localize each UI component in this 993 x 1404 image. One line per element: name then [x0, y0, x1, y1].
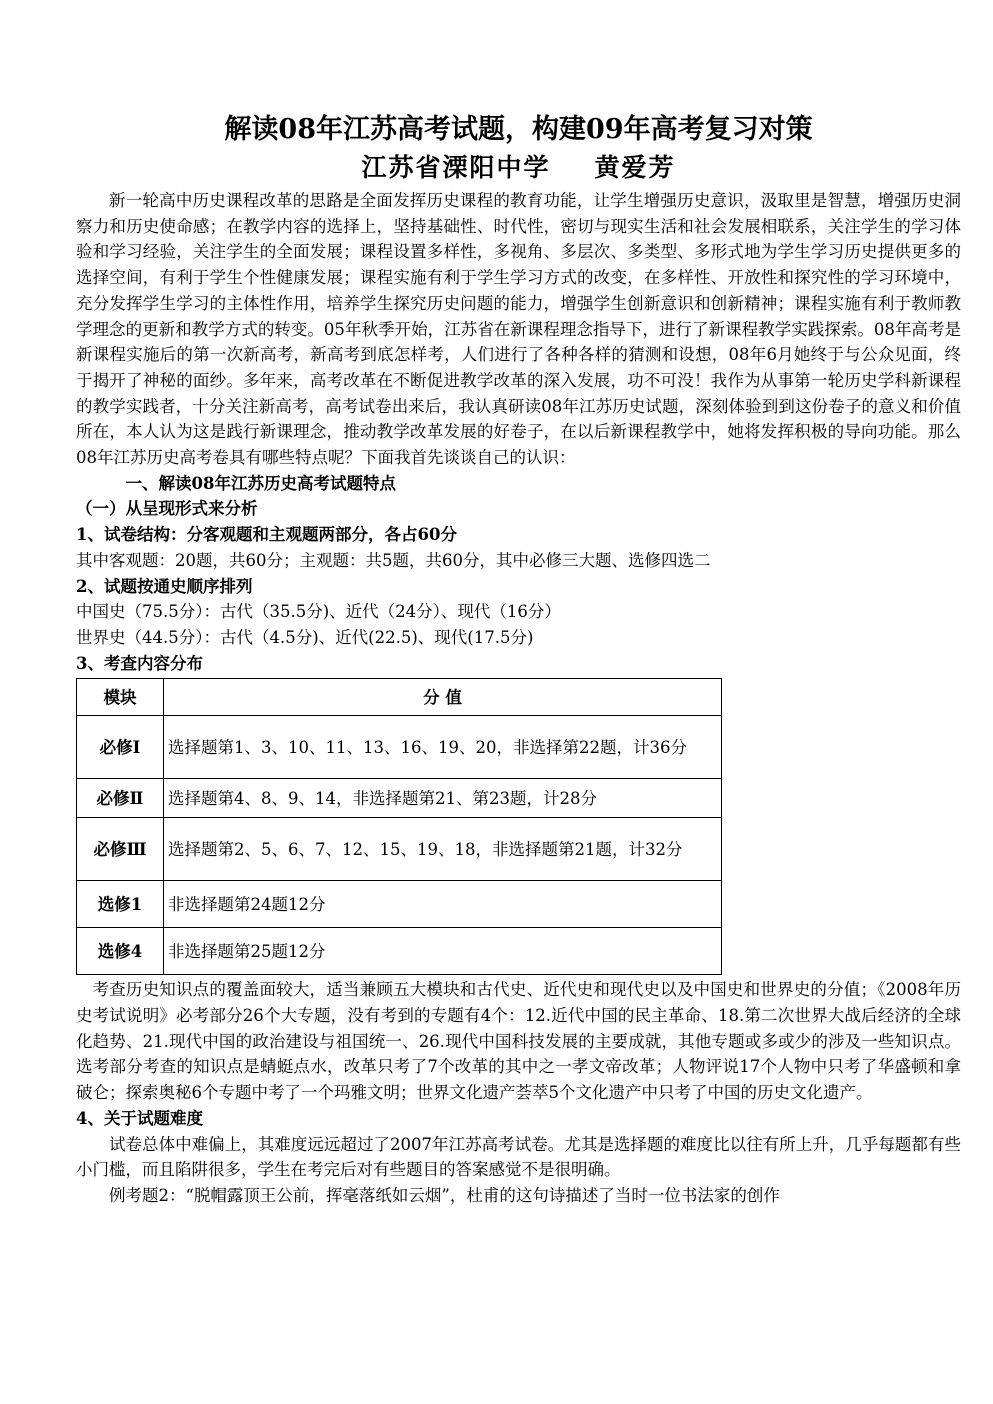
- author-line: [76, 150, 961, 186]
- table-row: [77, 716, 722, 779]
- subsection-heading-1: （一）从呈现形式来分析: [76, 499, 258, 519]
- table-header-module: 模块: [77, 679, 164, 716]
- section-heading-1: 一、解读08年江苏历史高考试题特点: [125, 473, 396, 493]
- item3-heading: 3、考查内容分布: [76, 653, 203, 673]
- item4-text: 试卷总体中难偏上，其难度远远超过了2007年江苏高考试卷。尤其是选择题的难度比以往有所上升，几乎每题都有些小门槛，而且陷阱很多，学生在考完后对有些题目的答案感觉不是很明确。: [76, 1134, 961, 1180]
- table-row: [77, 928, 722, 975]
- item4-heading: 4、关于试题难度: [76, 1108, 203, 1128]
- author-name: 黄爱芳: [594, 153, 676, 182]
- item2-line-china: 中国史（75.5分）：古代（35.5分)、近代（24分）、现代（16分）: [76, 602, 561, 622]
- table-row: [77, 779, 722, 818]
- table-row: [77, 818, 722, 881]
- table-cell-value: 非选择题第24题12分: [164, 881, 722, 928]
- intro-paragraph: 新一轮高中历史课程改革的思路是全面发挥历史课程的教育功能，让学生增强历史意识，汲取里是智慧，增强历史洞察力和历史使命感；在教学内容的选择上，坚持基础性、时代性，密切与现实生活和社会发展相联系，关注学生的学习体验和学习经验，关注学生的全面发展；课程设置多样性，多视角、多层次、多类型、多形式地为学生学习历史提供更多的选择空间，有利于学生个性健康发展；课程实施有利于学生学习方式的改变，在多样性、开放性和探究性的学习环境中，充分发挥学生学习的主体性作用，培养学生探究历史问题的能力，增强学生创新意识和创新精神；课程实施有利于教师教学理念的更新和教学方式的转变。05年秋季开始，江苏省在新课程理念指导下，进行了新课程教学实践探索。08年高考是新课程实施后的第一次新高考，新高考到底怎样考，人们进行了各种各样的猜测和设想，08年6月她终于与公众见面，终于揭开了神秘的面纱。多年来，高考改革在不断促进教学改革的深入发展，功不可没！我作为从事第一轮历史学科新课程的教学实践者，十分关注新高考，高考试卷出来后，我认真研读08年江苏历史试题，深刻体验到到这份卷子的意义和价值所在，本人认为这是践行新课理念，推动教学改革发展的好卷子，在以后新课程教学中，她将发挥积极的导向功能。那么08年江苏历史高考卷具有哪些特点呢？下面我首先谈谈自己的认识：: [76, 191, 961, 468]
- table-header-value: 分 值: [164, 679, 722, 716]
- page-title: 解读08年江苏高考试题，构建09年高考复习对策: [224, 114, 813, 145]
- item2-heading: 2、试题按通史顺序排列: [76, 576, 253, 596]
- item1-heading: 1、试卷结构：分客观题和主观题两部分，各占60分: [76, 525, 457, 545]
- content-distribution-table: [76, 678, 722, 975]
- author-school: 江苏省溧阳中学: [361, 153, 551, 182]
- table-cell-module: 必修Ⅱ: [77, 779, 164, 818]
- item2-line-world: 世界史（44.5分）：古代（4.5分)、近代(22.5)、现代(17.5分): [76, 627, 534, 647]
- table-cell-module: 选修4: [77, 928, 164, 975]
- item3-analysis: 考查历史知识点的覆盖面较大，适当兼顾五大模块和古代史、近代史和现代史以及中国史和世界史的分值；《2008年历史考试说明》必考部分26个大专题，没有考到的专题有4个：12.近代中国的民主革命、18.第二次世界大战后经济的全球化趋势、21.现代中国的政治建设与祖国统一、26.现代中国科技发展的主要成就，其他专题或多或少的涉及一些知识点。选考部分考查的知识点是蜻蜓点水，改革只考了7个改革的其中之一孝文帝改革；人物评说17个人物中只考了华盛顿和拿破仑；探索奥秘6个专题中考了一个玛雅文明；世界文化遗产荟萃5个文化遗产中只考了中国的历史文化遗产。: [76, 980, 961, 1103]
- table-cell-value: 非选择题第25题12分: [164, 928, 722, 975]
- table-cell-value: 选择题第4、8、9、14，非选择题第21、第23题，计28分: [164, 779, 722, 818]
- document-page: [76, 110, 961, 1209]
- table-cell-module: 选修1: [77, 881, 164, 928]
- table-cell-value: 选择题第1、3、10、11、13、16、19、20，非选择第22题，计36分: [164, 716, 722, 779]
- table-cell-module: 必修Ⅰ: [77, 716, 164, 779]
- table-row: [77, 881, 722, 928]
- item4-example: 例考题2：“脱帽露顶王公前，挥毫落纸如云烟”，杜甫的这句诗描述了当时一位书法家的创作: [109, 1185, 780, 1205]
- table-cell-module: 必修Ⅲ: [77, 818, 164, 881]
- item1-text: 其中客观题：20题，共60分；主观题：共5题，共60分，其中必修三大题、选修四选二: [76, 550, 711, 570]
- table-cell-value: 选择题第2、5、6、7、12、15、19、18，非选择题第21题，计32分: [164, 818, 722, 881]
